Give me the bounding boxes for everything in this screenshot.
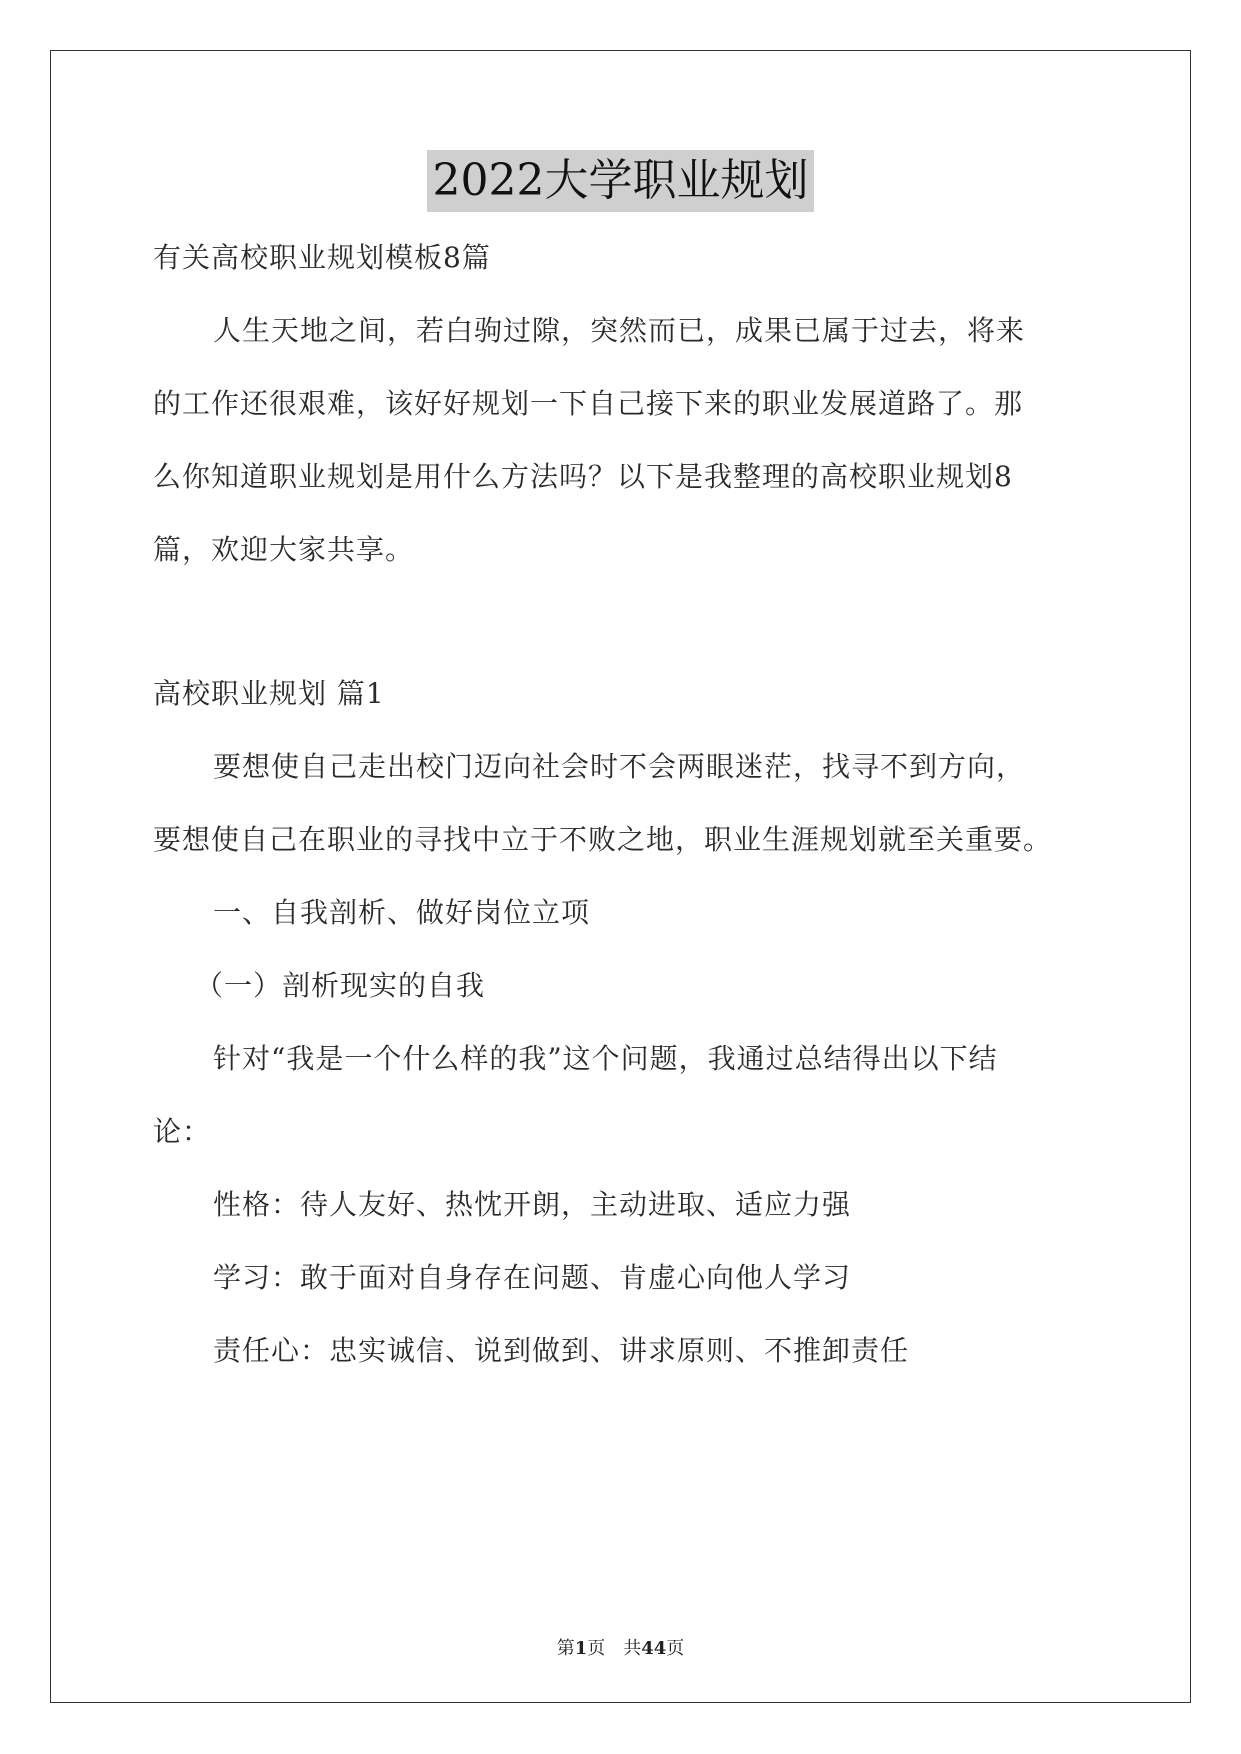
section-heading: 高校职业规划 篇1 [153, 677, 385, 710]
body-line-9: 责任心：忠实诚信、说到做到、讲求原则、不推卸责任 [213, 1334, 910, 1367]
page-footer [0, 1634, 1241, 1660]
intro-line-1: 人生天地之间，若白驹过隙，突然而已，成果已属于过去，将来 [213, 314, 1026, 347]
title-container [0, 150, 1241, 212]
intro-line-2: 的工作还很艰难，该好好规划一下自己接下来的职业发展道路了。那 [153, 387, 1024, 420]
footer-mid: 页 共 [587, 1638, 642, 1659]
document-subtitle: 有关高校职业规划模板8篇 [153, 241, 491, 274]
body-line-5: 针对“我是一个什么样的我”这个问题，我通过总结得出以下结 [213, 1042, 998, 1075]
page-border [50, 50, 1191, 1703]
footer-prefix: 第 [556, 1638, 575, 1659]
intro-line-3: 么你知道职业规划是用什么方法吗？以下是我整理的高校职业规划8 [153, 460, 1013, 493]
body-line-8: 学习：敢于面对自身存在问题、肯虚心向他人学习 [213, 1261, 852, 1294]
footer-suffix: 页 [666, 1638, 685, 1659]
body-line-3: 一、自我剖析、做好岗位立项 [213, 896, 591, 929]
body-line-7: 性格：待人友好、热忱开朗，主动进取、适应力强 [213, 1188, 852, 1221]
body-line-1: 要想使自己走出校门迈向社会时不会两眼迷茫，找寻不到方向， [213, 750, 1026, 783]
document-title: 2022大学职业规划 [427, 150, 815, 212]
body-line-6: 论： [153, 1115, 212, 1148]
footer-page-number: 1 [574, 1638, 588, 1659]
footer-total-pages: 44 [641, 1638, 667, 1659]
intro-line-4: 篇，欢迎大家共享。 [153, 533, 415, 566]
body-line-2: 要想使自己在职业的寻找中立于不败之地，职业生涯规划就至关重要。 [153, 823, 1053, 856]
body-line-4: （一）剖析现实的自我 [195, 969, 486, 1002]
